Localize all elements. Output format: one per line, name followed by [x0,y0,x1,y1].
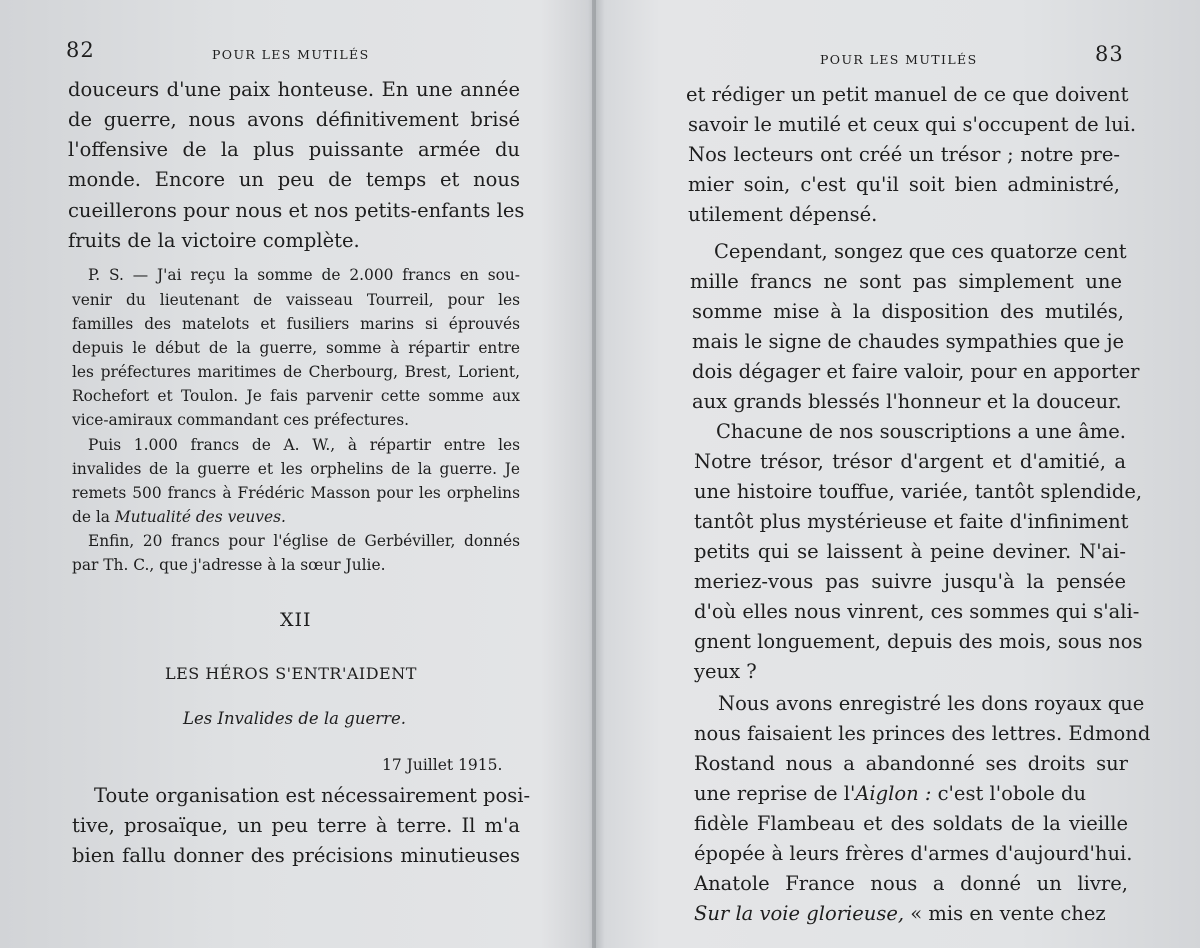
text-line: gnent longuement, depuis des mois, sous nos [694,630,1143,653]
ps-line: venir du lieutenant de vaisseau Tourreil, pour les [72,291,520,309]
text-line: aux grands blessés l'honneur et la douceur. [692,390,1122,413]
page-number-right: 83 [1095,42,1124,66]
book-gutter [592,0,596,948]
text-line: savoir le mutilé et ceux qui s'occupent de lui. [688,113,1137,136]
page-number-left: 82 [66,38,95,62]
text-line: mais le signe de chaudes sympathies que je [692,330,1125,353]
text-line: utilement dépensé. [688,203,878,226]
text-line: Notre trésor, trésor d'argent et d'amitié, a [694,450,1126,473]
text-line: douceurs d'une paix honteuse. En une année [68,78,520,101]
text-line: une reprise de l'Aiglon : c'est l'obole du [694,782,1087,805]
running-head-right: POUR LES MUTILÉS [820,52,978,67]
text-line: meriez-vous pas suivre jusqu'à la pensée [694,570,1126,593]
text-line: une histoire touffue, variée, tantôt splendide, [694,480,1143,503]
text-line: Cependant, songez que ces quatorze cent [714,240,1127,263]
text-line: d'où elles nous vinrent, ces sommes qui s'ali- [694,600,1140,623]
ps-line: P. S. — J'ai reçu la somme de 2.000 francs en sou- [88,266,520,284]
ps-line: depuis le début de la guerre, somme à répartir entre [72,339,520,357]
text-line: mille francs ne sont pas simplement une [690,270,1122,293]
ps-line: Puis 1.000 francs de A. W., à répartir entre les [88,436,520,454]
text-line: petits qui se laissent à peine deviner. N'ai- [694,540,1126,563]
ps-line: vice-amiraux commandant ces préfectures. [72,411,410,429]
ps-line: Enfin, 20 francs pour l'église de Gerbéviller, donnés [88,532,520,550]
ps-line: remets 500 francs à Frédéric Masson pour les orphelins [72,484,520,502]
text-line: et rédiger un petit manuel de ce que doivent [686,83,1129,106]
text-line: Nous avons enregistré les dons royaux que [718,692,1145,715]
ps-line: par Th. C., que j'adresse à la sœur Julie. [72,556,386,574]
section-title: Les Invalides de la guerre. [183,709,406,728]
text-line: l'offensive de la plus puissante armée du [68,138,520,161]
text-line: épopée à leurs frères d'armes d'aujourd'hui. [694,842,1133,865]
aiglon-italic: Aiglon : [855,782,932,805]
ps-line: de la Mutualité des veuves. [72,508,286,526]
text-line: fidèle Flambeau et des soldats de la vieille [694,812,1128,835]
left-page [0,0,590,948]
right-page [598,0,1200,948]
text-line: Nos lecteurs ont créé un trésor ; notre pre- [688,143,1120,166]
text-line: fruits de la victoire complète. [68,229,360,252]
text-line: tive, prosaïque, un peu terre à terre. Il m'a [72,814,520,837]
text-line: dois dégager et faire valoir, pour en apporter [692,360,1140,383]
chapter-number: XII [280,609,312,631]
voie-glorieuse-italic: Sur la voie glorieuse, [694,902,905,925]
text-line: yeux ? [694,660,757,683]
text-line: Rostand nous a abandonné ses droits sur [694,752,1128,775]
running-head-left: POUR LES MUTILÉS [212,47,370,62]
text-line: Toute organisation est nécessairement posi- [94,784,531,807]
text-line: cueillerons pour nous et nos petits-enfants les [68,199,525,222]
date-line: 17 Juillet 1915. [382,756,503,774]
text-line: bien fallu donner des précisions minutieuses [72,844,520,867]
text-line: mier soin, c'est qu'il soit bien administré, [688,173,1120,196]
ps-line: les préfectures maritimes de Cherbourg, Brest, Lorient, [72,363,520,381]
ps-line: Rochefort et Toulon. Je fais parvenir cette somme aux [72,387,520,405]
text-line: tantôt plus mystérieuse et faite d'infiniment [694,510,1129,533]
text-line: somme mise à la disposition des mutilés, [692,300,1124,323]
text-line: Sur la voie glorieuse, « mis en vente chez [694,902,1106,925]
text-line: Chacune de nos souscriptions a une âme. [716,420,1126,443]
text-line: monde. Encore un peu de temps et nous [68,168,520,191]
ps-line: invalides de la guerre et les orphelins de la guerre. Je [72,460,520,478]
mutualite-italic: Mutualité des veuves. [114,508,286,526]
text-line: nous faisaient les princes des lettres. Edmond [694,722,1151,745]
chapter-title: LES HÉROS S'ENTR'AIDENT [165,664,417,683]
text-line: de guerre, nous avons définitivement brisé [68,108,520,131]
text-line: Anatole France nous a donné un livre, [694,872,1128,895]
ps-line: familles des matelots et fusiliers marins si éprouvés [72,315,520,333]
